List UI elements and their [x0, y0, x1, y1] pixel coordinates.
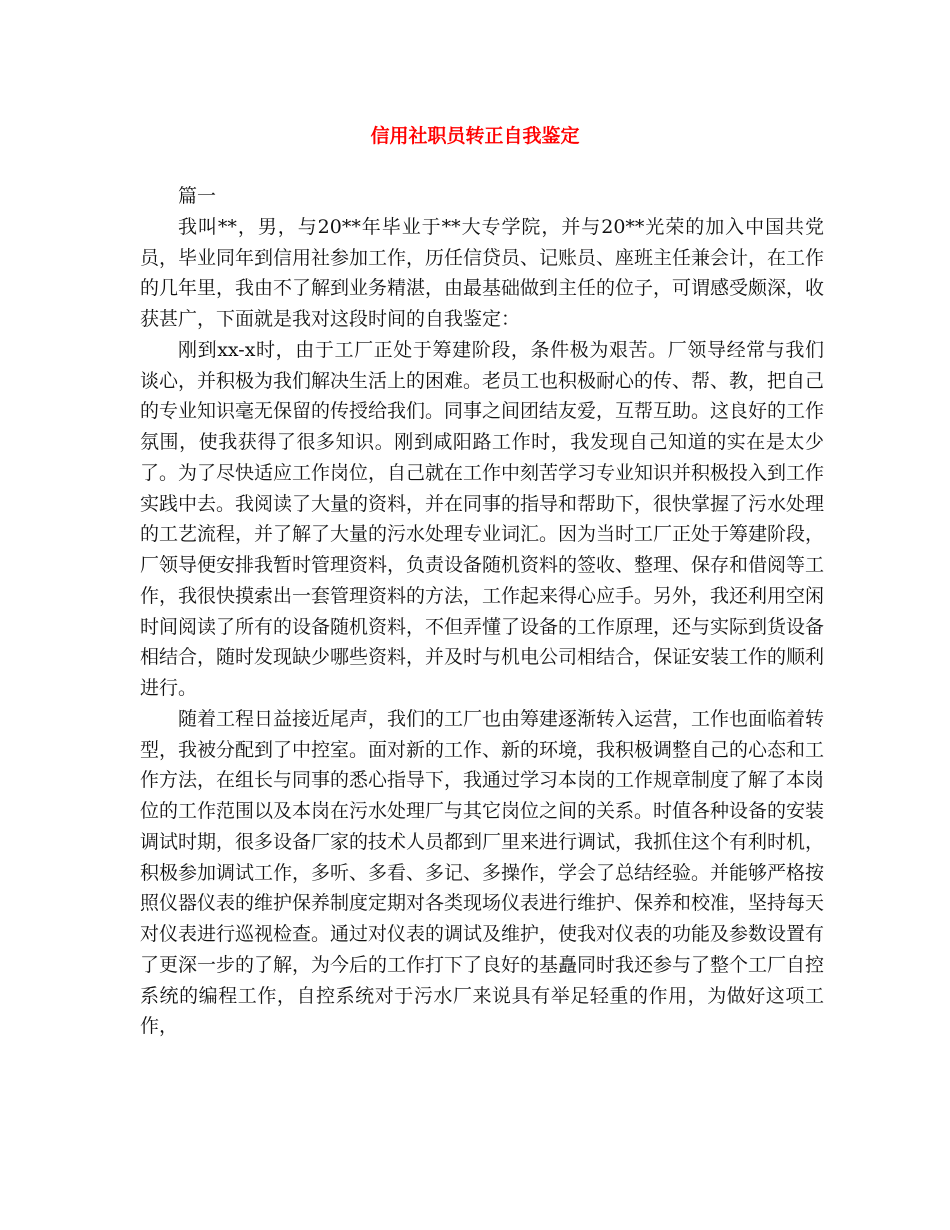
document-body: [140, 181, 824, 1042]
paragraph-control-room: 随着工程日益接近尾声，我们的工厂也由筹建逐渐转入运营，工作也面临着转型，我被分配到了中控室。面对新的工作、新的环境，我积极调整自己的心态和工作方法，在组长与同事的悉心指导下，我通过学习本岗的工作规章制度了解了本岗位的工作范围以及本岗在污水处理厂与其它岗位之间的关系。时值各种设备的安装调试时期，很多设备厂家的技术人员都到厂里来进行调试，我抓住这个有利时机，积极参加调试工作，多听、多看、多记、多操作，学会了总结经验。并能够严格按照仪器仪表的维护保养制度定期对各类现场仪表进行维护、保养和校准，坚持每天对仪表进行巡视检查。通过对仪表的调试及维护，使我对仪表的功能及参数设置有了更深一步的了解，为今后的工作打下了良好的基矗同时我还参与了整个工厂自控系统的编程工作，自控系统对于污水厂来说具有举足轻重的作用，为做好这项工作，: [140, 707, 825, 1038]
section-label: 篇一: [178, 185, 217, 207]
paragraph-intro: 我叫**，男，与20**年毕业于**大专学院，并与20**光荣的加入中国共党员，毕业同年到信用社参加工作，历任信贷员、记账员、座班主任兼会计，在工作的几年里，我由不了解到业务精湛，由最基础做到主任的位子，可谓感受颇深，收获甚广，下面就是我对这段时间的自我鉴定：: [140, 215, 825, 330]
document-title: 信用社职员转正自我鉴定: [370, 125, 580, 147]
paragraph-early-work: 刚到xx-x时，由于工厂正处于筹建阶段，条件极为艰苦。厂领导经常与我们谈心，并积极为我们解决生活上的困难。老员工也积极耐心的传、帮、教，把自己的专业知识毫无保留的传授给我们。同事之间团结友爱，互帮互助。这良好的工作氛围，使我获得了很多知识。刚到咸阳路工作时，我发现自己知道的实在是太少了。为了尽快适应工作岗位，自己就在工作中刻苦学习专业知识并积极投入到工作实践中去。我阅读了大量的资料，并在同事的指导和帮助下，很快掌握了污水处理的工艺流程，并了解了大量的污水处理专业词汇。因为当时工厂正处于筹建阶段，厂领导便安排我暂时管理资料，负责设备随机资料的签收、整理、保存和借阅等工作，我很快摸索出一套管理资料的方法，工作起来得心应手。另外，我还利用空闲时间阅读了所有的设备随机资料，不但弄懂了设备的工作原理，还与实际到货设备相结合，随时发现缺少哪些资料，并及时与机电公司相结合，保证安装工作的顺利进行。: [140, 338, 825, 699]
